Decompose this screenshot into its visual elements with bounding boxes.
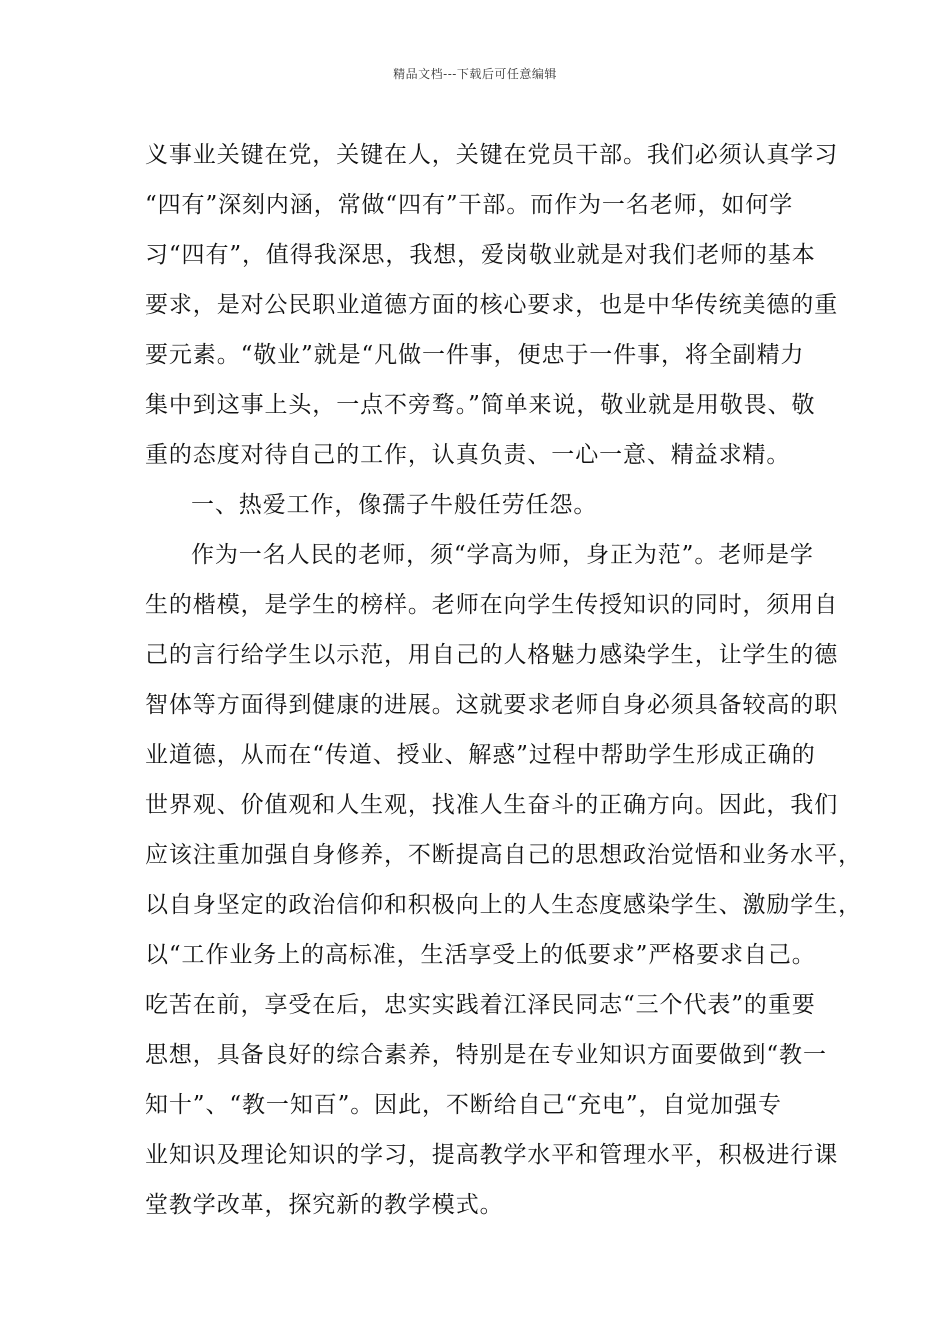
text-line: 思想，具备良好的综合素养，特别是在专业知识方面要做到“教一 [145,1042,827,1068]
text-line: “四有”深刻内涵，常做“四有”干部。而作为一名老师，如何学 [145,192,794,218]
text-line: 应该注重加强自身修养，不断提高自己的思想政治觉悟和业务水平， [145,842,862,868]
text-line: 知十”、“教一知百”。因此，不断给自己“充电”，自觉加强专 [145,1092,782,1118]
section-heading [145,480,825,530]
text-line: 业道德，从而在“传道、授业、解惑”过程中帮助学生形成正确的 [145,742,816,768]
text-line: 世界观、价值观和人生观，找准人生奋斗的正确方向。因此，我们 [145,792,839,818]
text-line: 堂教学改革，探究新的教学模式。 [145,1192,504,1218]
text-line: 吃苦在前，享受在后，忠实实践着江泽民同志“三个代表”的重要 [145,992,816,1018]
text-line: 集中到这事上头，一点不旁骛。”简单来说，敬业就是用敬畏、敬 [145,392,816,418]
paragraph [145,530,862,1230]
text-line: 重的态度对待自己的工作，认真负责、一心一意、精益求精。 [145,442,791,468]
text-line: 习“四有”，值得我深思，我想，爱岗敬业就是对我们老师的基本 [145,242,816,268]
paragraph [145,130,839,480]
text-line: 作为一名人民的老师，须“学高为师，身正为范”。老师是学 [191,542,814,568]
text-line: 以“工作业务上的高标准，生活享受上的低要求”严格要求自己。 [145,942,816,968]
text-line: 智体等方面得到健康的进展。这就要求老师自身必须具备较高的职 [145,692,839,718]
text-line: 业知识及理论知识的学习，提高教学水平和管理水平，积极进行课 [145,1142,839,1168]
text-line: 义事业关键在党，关键在人，关键在党员干部。我们必须认真学习 [145,142,839,168]
text-line: 生的楷模，是学生的榜样。老师在向学生传授知识的同时，须用自 [145,592,839,618]
text-line: 己的言行给学生以示范，用自己的人格魅力感染学生，让学生的德 [145,642,839,668]
heading-line: 一、热爱工作，像孺子牛般任劳任怨。 [191,492,598,518]
page-header: 精品文档---下载后可任意编辑 [393,67,557,81]
text-line: 以自身坚定的政治信仰和积极向上的人生态度感染学生、激励学生， [145,892,862,918]
text-line: 要元素。“敬业”就是“凡做一件事，便忠于一件事，将全副精力 [145,342,805,368]
text-line: 要求，是对公民职业道德方面的核心要求，也是中华传统美德的重 [145,292,839,318]
document-body [145,130,862,1230]
